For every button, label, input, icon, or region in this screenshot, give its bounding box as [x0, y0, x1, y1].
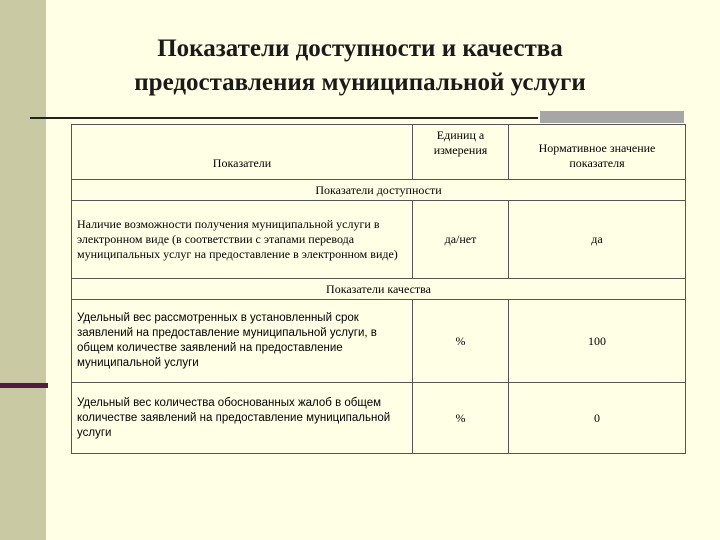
row2-indicator: Удельный вес рассмотренных в установленный срок заявлений на предоставление муниципальной услуги, в общем количестве заявлений на предоставление муниципальной услуги — [72, 300, 413, 383]
indicators-table — [71, 124, 686, 454]
section-row-accessibility — [72, 180, 686, 201]
decor-gray-bar — [540, 111, 684, 123]
row3-norm: 0 — [509, 383, 686, 454]
table-header-row — [72, 125, 686, 180]
section-quality: Показатели качества — [72, 279, 686, 300]
table-row — [72, 201, 686, 279]
title-line-1: Показатели доступности и качества — [157, 35, 563, 62]
section-row-quality — [72, 279, 686, 300]
table-row — [72, 300, 686, 383]
row2-unit: % — [413, 300, 509, 383]
title-divider — [30, 117, 538, 119]
row1-indicator: Наличие возможности получения муниципальной услуги в электронном виде (в соответствии с этапами перевода муниципальных услуг на предоставление в электронном виде) — [72, 201, 413, 279]
row3-unit: % — [413, 383, 509, 454]
header-indicator: Показатели — [72, 125, 413, 180]
header-norm: Нормативное значение показателя — [509, 125, 686, 180]
left-decor-accent — [0, 383, 48, 388]
header-unit: Единиц а измерения — [413, 125, 509, 180]
row1-norm: да — [509, 201, 686, 279]
title-line-2: предоставления муниципальной услуги — [134, 69, 586, 96]
section-accessibility: Показатели доступности — [72, 180, 686, 201]
table-row — [72, 383, 686, 454]
slide-title — [60, 32, 660, 100]
row2-norm: 100 — [509, 300, 686, 383]
row3-indicator: Удельный вес количества обоснованных жалоб в общем количестве заявлений на предоставление муниципальной услуги — [72, 383, 413, 454]
row1-unit: да/нет — [413, 201, 509, 279]
left-decor-strip — [0, 0, 46, 540]
